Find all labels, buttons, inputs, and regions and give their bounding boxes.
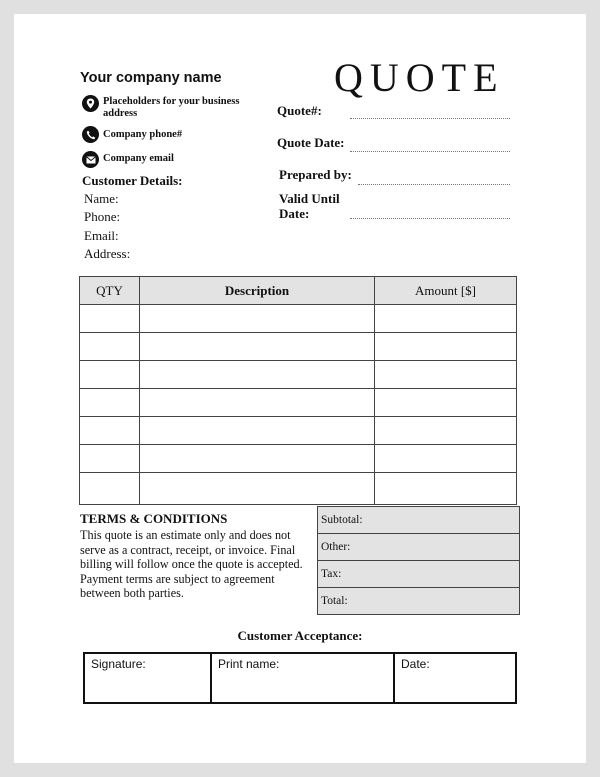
amount-cell[interactable] [375,305,517,333]
valid-until-label-line2: Date: [279,206,310,221]
total-label[interactable]: Total: [318,588,520,615]
amount-cell[interactable] [375,445,517,473]
subtotal-row [318,507,520,534]
total-row [318,588,520,615]
description-cell[interactable] [140,417,375,445]
items-table-header [80,277,517,305]
quote-number-field[interactable] [350,118,510,119]
totals-table [317,506,520,615]
description-cell[interactable] [140,333,375,361]
terms-text: This quote is an estimate only and does not serve as a contract, receipt, or invoice. Final billing will follow once the quote is accepted. Payment terms are subject to agreement between both parties. [80,528,303,601]
table-row [80,473,517,505]
qty-cell[interactable] [80,473,140,505]
amount-header: Amount [$] [375,277,517,305]
signature-label: Signature: [91,657,146,671]
valid-until-label-line1: Valid Until [279,191,340,206]
description-header: Description [140,277,375,305]
print-name-field[interactable] [211,653,394,703]
amount-cell[interactable] [375,361,517,389]
signature-field[interactable] [84,653,211,703]
customer-email-label: Email: [84,228,119,243]
customer-name-label: Name: [84,191,119,206]
qty-cell[interactable] [80,389,140,417]
phone-icon [82,126,99,143]
description-cell[interactable] [140,305,375,333]
valid-until-label [279,191,340,221]
company-address: Placeholders for your business address [103,96,240,119]
envelope-icon [82,151,99,168]
acceptance-row [84,653,516,703]
qty-cell[interactable] [80,305,140,333]
items-table [79,276,517,505]
quote-date-field[interactable] [350,151,510,152]
amount-cell[interactable] [375,389,517,417]
table-row [80,417,517,445]
date-label: Date: [401,657,430,671]
print-name-label: Print name: [218,657,280,671]
description-cell[interactable] [140,473,375,505]
valid-until-field[interactable] [350,218,510,219]
table-row [80,305,517,333]
table-row [80,333,517,361]
amount-cell[interactable] [375,417,517,445]
prepared-by-field[interactable] [358,184,510,185]
table-row [80,445,517,473]
terms-title: TERMS & CONDITIONS [80,511,228,526]
description-cell[interactable] [140,389,375,417]
quote-title: QUOTE [334,55,505,100]
company-phone: Company phone# [103,129,183,140]
tax-row [318,561,520,588]
location-pin-icon [82,95,99,112]
quote-date-label: Quote Date: [277,135,345,150]
description-cell[interactable] [140,445,375,473]
other-row [318,534,520,561]
qty-cell[interactable] [80,361,140,389]
prepared-by-label: Prepared by: [279,167,352,182]
description-cell[interactable] [140,361,375,389]
qty-cell[interactable] [80,445,140,473]
customer-address-label: Address: [84,246,131,261]
qty-cell[interactable] [80,333,140,361]
other-label[interactable]: Other: [318,534,520,561]
qty-header: QTY [80,277,140,305]
acceptance-table [83,652,517,704]
customer-details-heading: Customer Details: [82,173,183,188]
table-row [80,361,517,389]
qty-cell[interactable] [80,417,140,445]
company-email: Company email [103,153,174,164]
customer-phone-label: Phone: [84,209,121,224]
subtotal-label[interactable]: Subtotal: [318,507,520,534]
quote-document [14,14,586,763]
table-row [80,389,517,417]
tax-label[interactable]: Tax: [318,561,520,588]
customer-acceptance-title: Customer Acceptance: [237,628,363,643]
amount-cell[interactable] [375,473,517,505]
company-name: Your company name [80,70,222,86]
amount-cell[interactable] [375,333,517,361]
quote-number-label: Quote#: [277,103,322,118]
date-field[interactable] [394,653,516,703]
